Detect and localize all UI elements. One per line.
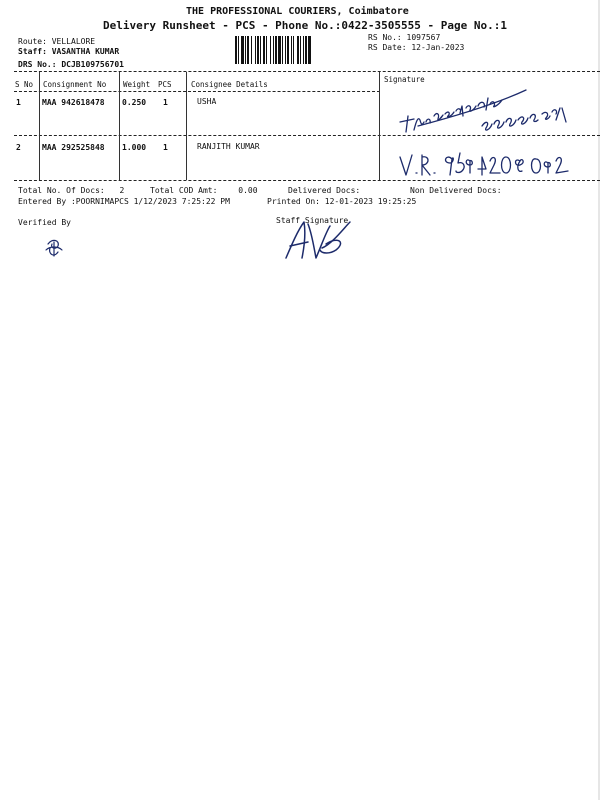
runsheet-title: Delivery Runsheet - PCS - Phone No.:0422-3505555 - Page No.:1 <box>103 19 507 32</box>
row1-pcs: 1 <box>163 98 168 107</box>
row1-signature-scribble <box>396 86 586 140</box>
row1-consignment: MAA 942618478 <box>42 98 105 107</box>
col-divider <box>186 72 187 180</box>
row2-sno: 2 <box>16 143 21 152</box>
total-cod-label: Total COD Amt: <box>150 186 218 195</box>
staff-line <box>18 47 119 56</box>
header-consignee-details: Consignee Details <box>191 80 268 89</box>
row2-consignment: MAA 292525848 <box>42 143 105 152</box>
rs-no-line <box>368 33 440 42</box>
drs-line <box>18 60 124 69</box>
row2-consignee: RANJITH KUMAR <box>197 142 260 151</box>
printed-on: Printed On: 12-01-2023 19:25:25 <box>267 197 417 206</box>
total-cod-value: 0.00 <box>238 186 258 195</box>
route-label: Route: <box>18 37 47 46</box>
rs-no-label: RS No.: <box>368 33 402 42</box>
delivered-docs-label: Delivered Docs: <box>288 186 361 195</box>
header-bottom-rule <box>14 91 380 92</box>
header-signature: Signature <box>384 75 425 84</box>
staff-label: Staff: <box>18 47 47 56</box>
drs-label: DRS No.: <box>18 60 57 69</box>
row1-consignee: USHA <box>197 97 217 106</box>
non-delivered-docs-label: Non Delivered Docs: <box>410 186 502 195</box>
header-weight: Weight <box>123 80 151 89</box>
route-value: VELLALORE <box>51 37 96 46</box>
col-divider <box>119 72 120 180</box>
total-docs-value: 2 <box>119 186 125 195</box>
row2-signature-scribble <box>396 143 586 187</box>
rs-date-line <box>368 43 464 52</box>
staff-value: VASANTHA KUMAR <box>51 47 120 56</box>
rs-date-label: RS Date: <box>368 43 407 52</box>
company-title: THE PROFESSIONAL COURIERS, Coimbatore <box>186 6 409 17</box>
rs-no-value: 1097567 <box>406 33 441 42</box>
row1-sno: 1 <box>16 98 21 107</box>
header-sno: S No <box>15 80 34 89</box>
verified-scribble <box>42 236 66 264</box>
row1-weight: 0.250 <box>122 98 147 107</box>
totals-line <box>18 186 124 195</box>
row2-pcs: 1 <box>163 143 168 152</box>
verified-by-label: Verified By <box>18 218 71 227</box>
staff-signature-label: Staff Signature <box>276 216 349 225</box>
col-divider <box>379 72 380 180</box>
barcode <box>235 36 360 64</box>
entered-by: Entered By :POORNIMAPCS 1/12/2023 7:25:22 PM <box>18 197 230 206</box>
col-divider <box>39 72 40 180</box>
staff-signature-scribble <box>282 214 352 266</box>
table-top-rule <box>14 71 600 72</box>
total-docs-label: Total No. Of Docs: <box>18 186 105 195</box>
route-line <box>18 37 95 46</box>
barcode-bar <box>311 36 312 64</box>
total-cod-line <box>150 186 258 195</box>
drs-value: DCJB109756701 <box>61 60 124 69</box>
row2-weight: 1.000 <box>122 143 147 152</box>
rs-date-value: 12-Jan-2023 <box>411 43 465 52</box>
header-consignment-no: Consignment No <box>43 80 107 89</box>
header-pcs: PCS <box>158 80 172 89</box>
